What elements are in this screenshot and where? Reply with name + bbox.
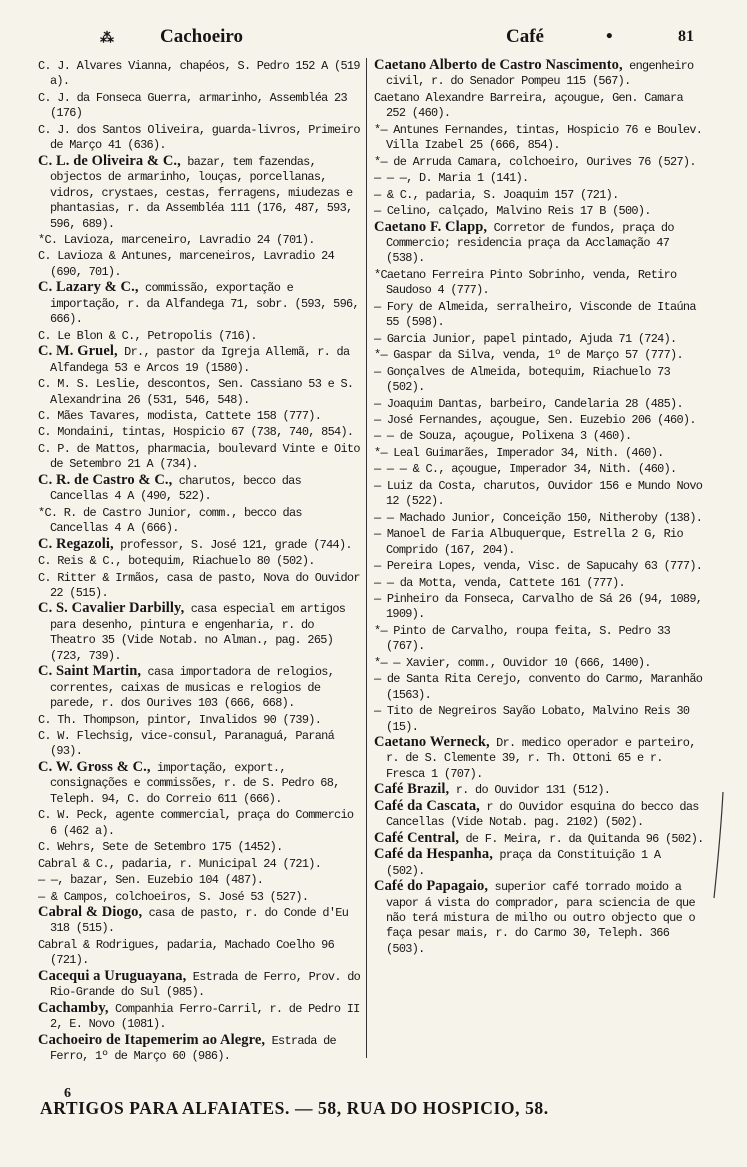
- entry-text: — — de Souza, açougue, Polixena 3 (460).: [374, 429, 632, 444]
- entry-bold-name: Cachamby,: [38, 999, 109, 1016]
- page-number: 81: [678, 28, 694, 45]
- right-column-entry: [374, 847, 704, 879]
- entry-text: Dr., pastor da Igreja Allemã, r. da Alfandega 53 e Arcos 19 (1580).: [50, 345, 350, 375]
- entry-text: — Tito de Negreiros Sayão Lobato, Malvino Reis 30 (15).: [374, 704, 690, 734]
- right-column-entry: [374, 831, 704, 847]
- left-column-entry: [38, 839, 363, 855]
- entry-bold-name: C. Lazary & C.,: [38, 279, 139, 296]
- right-column-entry: [374, 170, 704, 186]
- left-column-entry: [38, 58, 363, 90]
- entry-bold-name: C. Saint Martin,: [38, 663, 142, 680]
- right-column-entry: [374, 799, 704, 831]
- left-column-entry: [38, 664, 363, 711]
- right-column-entry: [374, 267, 704, 299]
- entry-asterisk: *: [374, 348, 381, 363]
- entry-text: casa especial em artigos para desenho, pintura e engenharia, r. do Theatro 35 (Vide Notab. no Alman., pag. 265) (723, 739).: [50, 602, 346, 663]
- right-column-entry: [374, 510, 704, 526]
- column-divider: [366, 58, 367, 1058]
- entry-text: C. Ritter & Irmãos, casa de pasto, Nova do Ouvidor 22 (515).: [38, 570, 360, 600]
- header-left-title: Cachoeiro: [160, 26, 244, 47]
- page-footer: ARTIGOS PARA ALFAIATES. — 58, RUA DO HOSPICIO, 58.: [40, 1098, 549, 1118]
- entry-bold-name: Cachoeiro de Itapemerim ao Alegre,: [38, 1031, 266, 1048]
- left-column-entry: [38, 505, 363, 537]
- right-column-entry: [374, 347, 704, 363]
- entry-text: — Fory de Almeida, serralheiro, Visconde de Itaúna 55 (598).: [374, 299, 696, 330]
- entry-text: superior café torrado moido a vapor á vista do comprador, para sciencia de que não terá mistura de milho ou outro objecto que o faça pesar mais, r. do Carmo 30, Teleph. 366 (503).: [386, 880, 695, 956]
- running-header: [0, 22, 747, 52]
- entry-text: Cabral & Rodrigues, padaria, Machado Coelho 96 (721).: [38, 937, 335, 968]
- left-column-entry: [38, 601, 363, 664]
- left-column-entry: [38, 441, 363, 473]
- entry-text: — — da Motta, venda, Cattete 161 (777).: [374, 575, 625, 590]
- left-column-entry: [38, 889, 363, 905]
- left-column-entry: [38, 408, 363, 424]
- margin-pencil-mark: [712, 790, 726, 900]
- left-column-entry: [38, 280, 363, 327]
- entry-text: engenheiro civil, r. do Senador Pompeu 115 (567).: [386, 59, 694, 89]
- right-column-entry: [374, 461, 704, 477]
- entry-text: C. Th. Thompson, pintor, Invalidos 90 (739).: [38, 712, 322, 727]
- left-column: [38, 58, 363, 1078]
- entry-bold-name: Café Central,: [374, 829, 460, 846]
- entry-text: — de Santa Rita Cerejo, convento do Carmo, Maranhão (1563).: [374, 672, 703, 702]
- entry-bold-name: C. L. de Oliveira & C.,: [38, 152, 181, 169]
- entry-bold-name: Café do Papagaio,: [374, 878, 489, 895]
- right-column-entry: [374, 478, 704, 510]
- right-column-entry: [374, 412, 704, 428]
- entry-text: — Gonçalves de Almeida, botequim, Riachuelo 73 (502).: [374, 364, 671, 395]
- right-column-entry: [374, 428, 704, 444]
- entry-text: praça da Constituição 1 A (502).: [386, 848, 661, 878]
- entry-text: — Antunes Fernandes, tintas, Hospicio 76 e Boulev. Villa Izabel 25 (666, 854).: [380, 122, 703, 153]
- entry-text: C. W. Peck, agente commercial, praça do Commercio 6 (462 a).: [38, 808, 354, 838]
- entry-bold-name: Caetano Werneck,: [374, 734, 490, 751]
- left-column-entry: [38, 1033, 363, 1065]
- entry-text: — — Xavier, comm., Ouvidor 10 (666, 1400).: [380, 655, 651, 670]
- entry-bold-name: C. S. Cavalier Darbilly,: [38, 600, 185, 617]
- left-column-entry: [38, 856, 363, 872]
- right-column-entry: [374, 526, 704, 558]
- entry-text: professor, S. José 121, grade (744).: [113, 537, 352, 552]
- entry-text: — Garcia Junior, papel pintado, Ajuda 71 (724).: [374, 331, 677, 346]
- entry-text: importação, export., consignações e commissões, r. de S. Pedro 68, Teleph. 94, C. do Correio 611 (666).: [50, 760, 340, 806]
- entry-text: Corretor de fundos, praça do Commercio; residencia praça da Acclamação 47 (538).: [386, 220, 674, 266]
- right-column-entry: [374, 591, 704, 623]
- right-column-entry: [374, 623, 704, 655]
- entry-bold-name: Caetano Alberto de Castro Nascimento,: [374, 58, 623, 73]
- left-column-entry: [38, 570, 363, 602]
- left-column-entry: [38, 807, 363, 839]
- left-column-entry: [38, 328, 363, 344]
- entry-text: — Pinto de Carvalho, roupa feita, S. Pedro 33 (767).: [380, 623, 671, 654]
- entry-text: C. Reis & C., botequim, Riachuelo 80 (502).: [38, 554, 315, 569]
- entry-text: Caetano Alexandre Barreira, açougue, Gen. Camara 252 (460).: [374, 90, 683, 121]
- right-column-entry: [374, 122, 704, 154]
- entry-text: — Pinheiro da Fonseca, Carvalho de Sá 26 (94, 1089, 1909).: [374, 591, 703, 622]
- entry-bold-name: Caetano F. Clapp,: [374, 218, 488, 235]
- left-column-entry: [38, 424, 363, 440]
- right-column-entry: [374, 735, 704, 782]
- left-column-entry: [38, 154, 363, 232]
- entry-text: C. J. da Fonseca Guerra, armarinho, Assembléa 23 (176): [38, 90, 347, 121]
- entry-text: — Joaquim Dantas, barbeiro, Candelaria 28 (485).: [374, 396, 683, 411]
- left-column-entry: [38, 122, 363, 154]
- left-column-entry: [38, 969, 363, 1001]
- entry-text: C. Lavioza & Antunes, marceneiros, Lavradio 24 (690, 701).: [38, 249, 335, 279]
- left-column-entry: [38, 473, 363, 505]
- right-column-entry: [374, 703, 704, 735]
- entry-text: — de Arruda Camara, colchoeiro, Ourives 76 (527).: [380, 154, 696, 169]
- entry-bold-name: C. W. Gross & C.,: [38, 758, 151, 775]
- entry-text: r. do Ouvidor 131 (512).: [449, 783, 611, 798]
- right-column-entry: [374, 445, 704, 461]
- entry-asterisk: *: [374, 267, 381, 282]
- entry-text: — —, bazar, Sen. Euzebio 104 (487).: [38, 873, 264, 888]
- left-column-entry: [38, 553, 363, 569]
- entry-text: C. J. Alvares Vianna, chapéos, S. Pedro 152 A (519 a).: [38, 59, 360, 89]
- entry-text: C. Le Blon & C., Petropolis (716).: [38, 328, 257, 343]
- entry-text: Companhia Ferro-Carril, r. de Pedro II 2, E. Novo (1081).: [50, 1001, 360, 1032]
- right-column-entry: [374, 364, 704, 396]
- entry-text: — & Campos, colchoeiros, S. José 53 (527).: [38, 889, 309, 904]
- entry-bold-name: Café da Cascata,: [374, 797, 480, 814]
- header-center-title: Café: [506, 26, 544, 47]
- right-column-entry: [374, 203, 704, 219]
- entry-text: bazar, tem fazendas, objectos de armarinho, louças, porcellanas, vidros, crystaes, cestas, ferragens, miudezas e phantasias, r. da Assembléa 111 (176, 487, 593, 596, 689).: [50, 154, 353, 231]
- entry-text: C. Lavioza, marceneiro, Lavradio 24 (701).: [44, 232, 315, 247]
- left-column-entry: [38, 728, 363, 760]
- entry-text: Cabral & C., padaria, r. Municipal 24 (721).: [38, 856, 322, 871]
- left-column-entry: [38, 344, 363, 376]
- entry-text: — — Machado Junior, Conceição 150, Nitheroby (138).: [374, 510, 703, 525]
- entry-text: — — — & C., açougue, Imperador 34, Nith. (460).: [374, 462, 677, 477]
- right-column-entry: [374, 90, 704, 122]
- entry-text: Estrada de Ferro, Prov. do Rio-Grande do Sul (985).: [50, 969, 361, 1000]
- left-column-entry: [38, 937, 363, 969]
- entry-text: C. W. Flechsig, vice-consul, Paranaguá, Paraná (93).: [38, 729, 335, 759]
- entry-text: r do Ouvidor esquina do becco das Cancellas (Vide Notab. pag. 2102) (502).: [386, 799, 699, 830]
- right-column-entry: [374, 154, 704, 170]
- right-column-entry: [374, 187, 704, 203]
- right-column-entry: [374, 575, 704, 591]
- entry-text: — — —, D. Maria 1 (141).: [374, 171, 529, 186]
- entry-text: C. P. de Mattos, pharmacia, boulevard Vinte e Oito de Setembro 21 A (734).: [38, 441, 360, 472]
- entry-text: Estrada de Ferro, 1º de Março 60 (986).: [50, 1033, 336, 1064]
- entry-asterisk: *: [38, 232, 45, 247]
- entry-bold-name: Café da Hespanha,: [374, 846, 493, 863]
- entry-text: C. J. dos Santos Oliveira, guarda-livros, Primeiro de Março 41 (636).: [38, 122, 360, 153]
- entry-bold-name: Café Brazil,: [374, 781, 450, 798]
- entry-text: C. Mondaini, tintas, Hospicio 67 (738, 740, 854).: [38, 425, 354, 440]
- entry-asterisk: *: [374, 623, 381, 638]
- entry-text: Caetano Ferreira Pinto Sobrinho, venda, Retiro Saudoso 4 (777).: [380, 267, 677, 298]
- entry-text: C. R. de Castro Junior, comm., becco das Cancellas 4 A (666).: [44, 505, 302, 536]
- left-column-entry: [38, 760, 363, 807]
- left-column-entry: [38, 712, 363, 728]
- right-column-entry: [374, 655, 704, 671]
- entry-text: charutos, becco das Cancellas 4 A (490, 522).: [50, 473, 302, 504]
- left-column-entry: [38, 537, 363, 553]
- entry-text: casa importadora de relogios, correntes, caixas de musicas e relogios de parede, r. dos Ourives 103 (666, 668).: [50, 665, 335, 711]
- entry-bold-name: Cacequi a Uruguayana,: [38, 967, 187, 984]
- left-column-entry: [38, 1001, 363, 1033]
- right-column-entry: [374, 879, 704, 957]
- entry-text: — Luiz da Costa, charutos, Ouvidor 156 e Mundo Novo 12 (522).: [374, 478, 703, 509]
- entry-text: — & C., padaria, S. Joaquim 157 (721).: [374, 187, 619, 202]
- entry-text: commissão, exportação e importação, r. da Alfandega 71, sobr. (593, 596, 666).: [50, 281, 359, 327]
- left-column-entry: [38, 872, 363, 888]
- right-column-entry: [374, 396, 704, 412]
- entry-text: — Celino, calçado, Malvino Reis 17 B (500).: [374, 204, 651, 219]
- entry-bold-name: C. M. Gruel,: [38, 343, 118, 360]
- entry-asterisk: *: [374, 122, 381, 137]
- entry-bold-name: C. R. de Castro & C.,: [38, 471, 173, 488]
- right-column-entry: [374, 299, 704, 331]
- signature-mark: 6: [64, 1086, 71, 1101]
- entry-text: — José Fernandes, açougue, Sen. Euzebio 206 (460).: [374, 412, 696, 427]
- entry-text: de F. Meira, r. da Quitanda 96 (502).: [459, 831, 704, 846]
- entry-asterisk: *: [38, 505, 45, 520]
- entry-bold-name: Cabral & Diogo,: [38, 904, 143, 921]
- left-column-entry: [38, 376, 363, 408]
- left-column-entry: [38, 232, 363, 248]
- entry-asterisk: *: [374, 154, 381, 169]
- left-column-entry: [38, 90, 363, 122]
- entry-text: casa de pasto, r. do Conde d'Eu 318 (515).: [50, 906, 349, 936]
- entry-text: — Gaspar da Silva, venda, 1º de Março 57 (777).: [380, 348, 683, 363]
- right-column-entry: [374, 331, 704, 347]
- entry-text: C. Wehrs, Sete de Setembro 175 (1452).: [38, 840, 283, 855]
- entry-text: — Manoel de Faria Albuquerque, Estrella 2 G, Rio Comprido (167, 204).: [374, 527, 683, 557]
- entry-bold-name: C. Regazoli,: [38, 535, 114, 552]
- left-column-entry: [38, 905, 363, 937]
- entry-text: C. M. S. Leslie, descontos, Sen. Cassiano 53 e S. Alexandrina 26 (531, 546, 548).: [38, 377, 354, 407]
- entry-text: Dr. medico operador e parteiro, r. de S. Clemente 39, r. Th. Ottoni 65 e r. Fresca 1 (707).: [386, 736, 696, 781]
- entry-asterisk: *: [374, 445, 381, 460]
- entry-text: C. Mães Tavares, modista, Cattete 158 (777).: [38, 408, 322, 423]
- header-ornament: ⁂: [100, 31, 114, 46]
- right-column-entry: [374, 558, 704, 574]
- left-column-entry: [38, 248, 363, 280]
- right-column-entry: [374, 58, 704, 90]
- entry-text: — Pereira Lopes, venda, Visc. de Sapucahy 63 (777).: [374, 559, 703, 574]
- entry-text: — Leal Guimarães, Imperador 34, Nith. (460).: [380, 445, 664, 460]
- right-column-entry: [374, 671, 704, 703]
- right-column-entry: [374, 782, 704, 798]
- right-column-entry: [374, 220, 704, 267]
- entry-asterisk: *: [374, 655, 381, 670]
- header-separator: •: [606, 26, 613, 47]
- right-column: [374, 58, 704, 1078]
